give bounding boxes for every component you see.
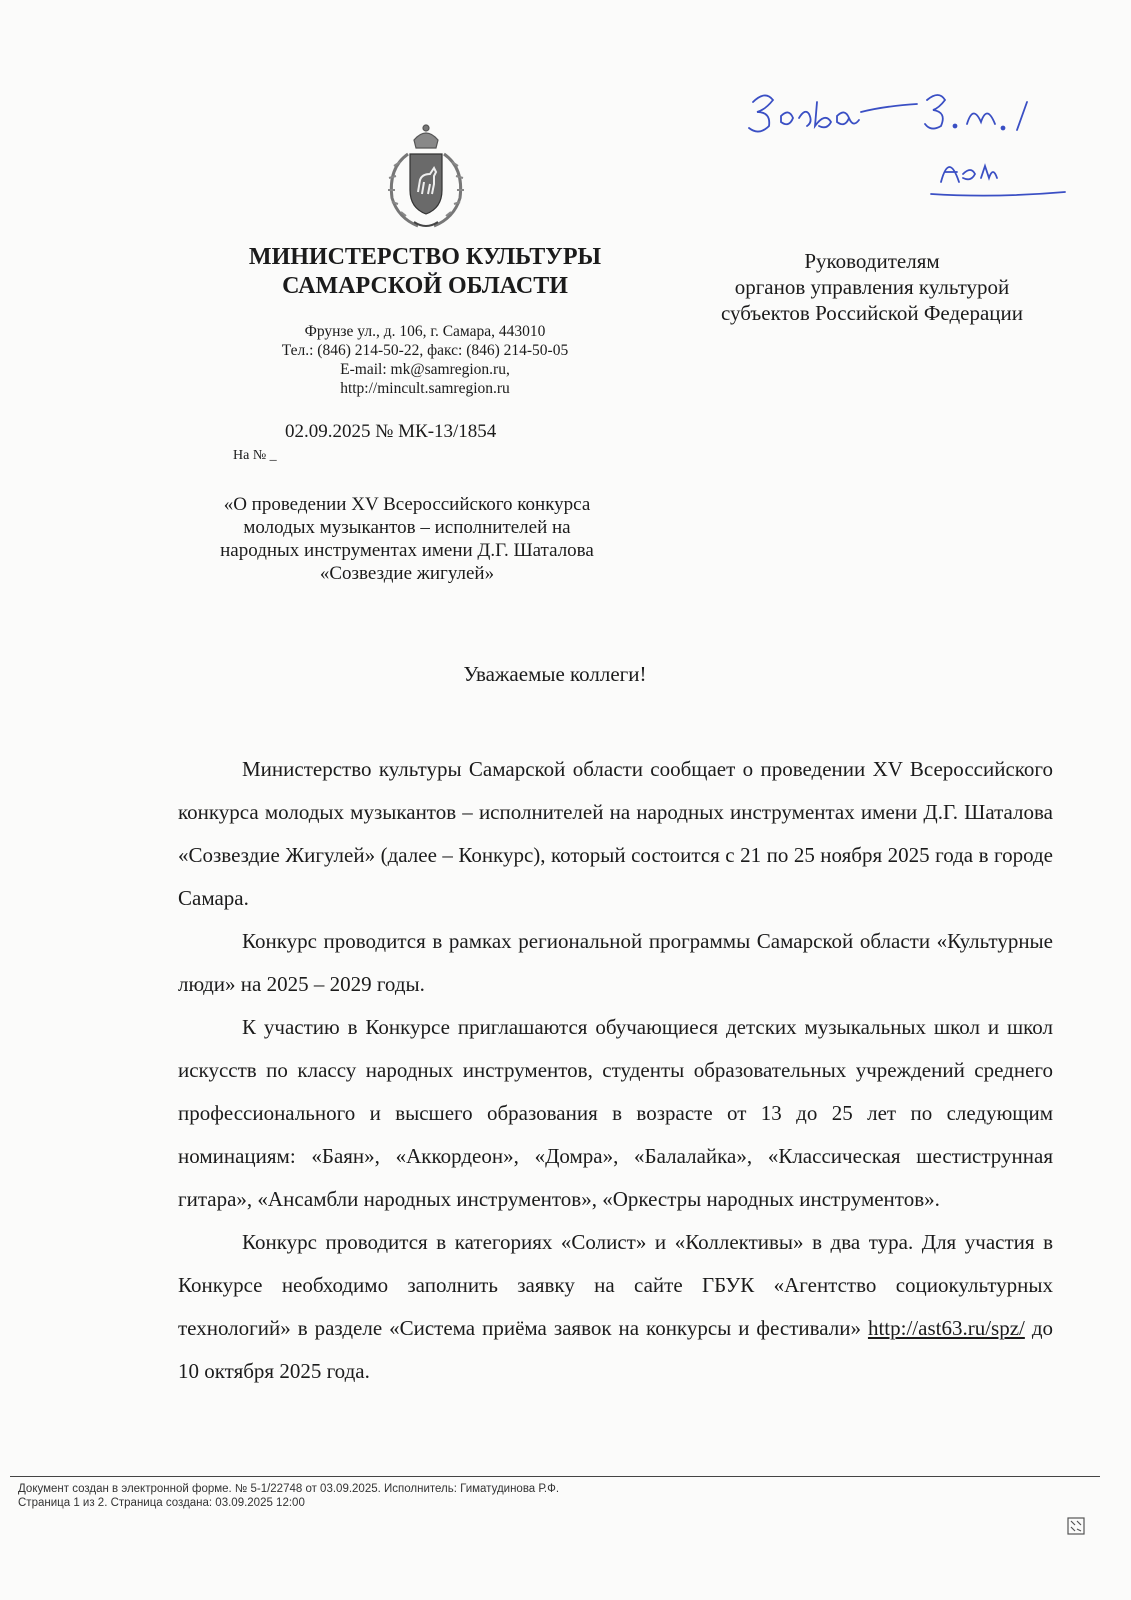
organization-name-line2: САМАРСКОЙ ОБЛАСТИ (282, 273, 568, 299)
subject-line1: «О проведении XV Всероссийского конкурса (223, 494, 591, 515)
body-paragraph-3: К участию в Конкурсе приглашаются обучающиеся детских музыкальных школ и школ искусств по классу народных инструментов, студенты образовательных учреждений среднего профессионального и высшего образования в возрасте от 13 до 25 лет по следующим номинациям: «Баян», «Аккордеон», «Домра», «Балалайка», «Классическая шестиструнная гитара», «Ансамбли народных инструментов», «Оркестры народных инструментов». (178, 1015, 1053, 1211)
salutation: Уважаемые коллеги! (463, 662, 647, 686)
body-paragraph-4-tail: до 10 октября 2025 года. (178, 1316, 1054, 1383)
organization-name-line1: МИНИСТЕРСТВО КУЛЬТУРЫ (248, 244, 602, 270)
addressee-line3: субъектов Российской Федерации (720, 301, 1024, 325)
organization-website: http://mincult.samregion.ru (340, 380, 510, 397)
body-paragraph-4-text: Конкурс проводится в категориях «Солист» и «Коллективы» в два тура. Для участия в Конкурсе необходимо заполнить заявку на сайте ГБУК «Агентство социокультурных технологий» в разделе «Система приёма заявок на конкурсы и фестивали» (178, 1230, 1053, 1340)
footer-document-info: Документ создан в электронной форме. № 5-1/22748 от 03.09.2025. Исполнитель: Гиматудинова Р.Ф. (18, 1483, 560, 1495)
letter-subject (182, 493, 632, 585)
organization-email: E-mail: mk@samregion.ru, (340, 361, 510, 378)
organization-phone-fax: Тел.: (846) 214-50-22, факс: (846) 214-50-05 (281, 342, 569, 359)
footer-page-info: Страница 1 из 2. Страница создана: 03.09.2025 12:00 (18, 1497, 305, 1509)
letter-body (178, 748, 1053, 1393)
samara-coat-of-arms-icon (378, 118, 474, 234)
subject-line2: молодых музыкантов – исполнителей на (243, 517, 571, 538)
subject-line3: народных инструментах имени Д.Г. Шаталова (220, 540, 594, 561)
subject-line4: «Созвездие жигулей» (319, 563, 495, 584)
footer (18, 1482, 559, 1510)
document-number: 02.09.2025 № МК-13/1854 (285, 421, 497, 442)
application-system-link[interactable]: http://ast63.ru/spz/ (867, 1316, 1025, 1340)
addressee-line1: Руководителям (804, 249, 940, 273)
footer-divider (10, 1476, 1100, 1477)
reply-to-number: На № _ (233, 448, 277, 463)
organization-address: Фрунзе ул., д. 106, г. Самара, 443010 (304, 323, 546, 340)
barcode-stamp-icon (1065, 1515, 1087, 1537)
organization-name (190, 243, 660, 301)
body-paragraph-4 (178, 1221, 1053, 1393)
addressee-block (672, 248, 1072, 326)
body-paragraph-2: Конкурс проводится в рамках региональной программы Самарской области «Культурные люди» на 2025 – 2029 годы. (178, 929, 1053, 996)
handwritten-resolution-icon (745, 82, 1085, 212)
addressee-line2: органов управления культурой (734, 275, 1010, 299)
body-paragraph-1: Министерство культуры Самарской области сообщает о проведении XV Всероссийского конкурса молодых музыкантов – исполнителей на народных инструментах имени Д.Г. Шаталова «Созвездие Жигулей» (далее – Конкурс), который состоится с 21 по 25 ноября 2025 года в городе Самара. (178, 757, 1053, 910)
organization-contacts (190, 322, 660, 398)
